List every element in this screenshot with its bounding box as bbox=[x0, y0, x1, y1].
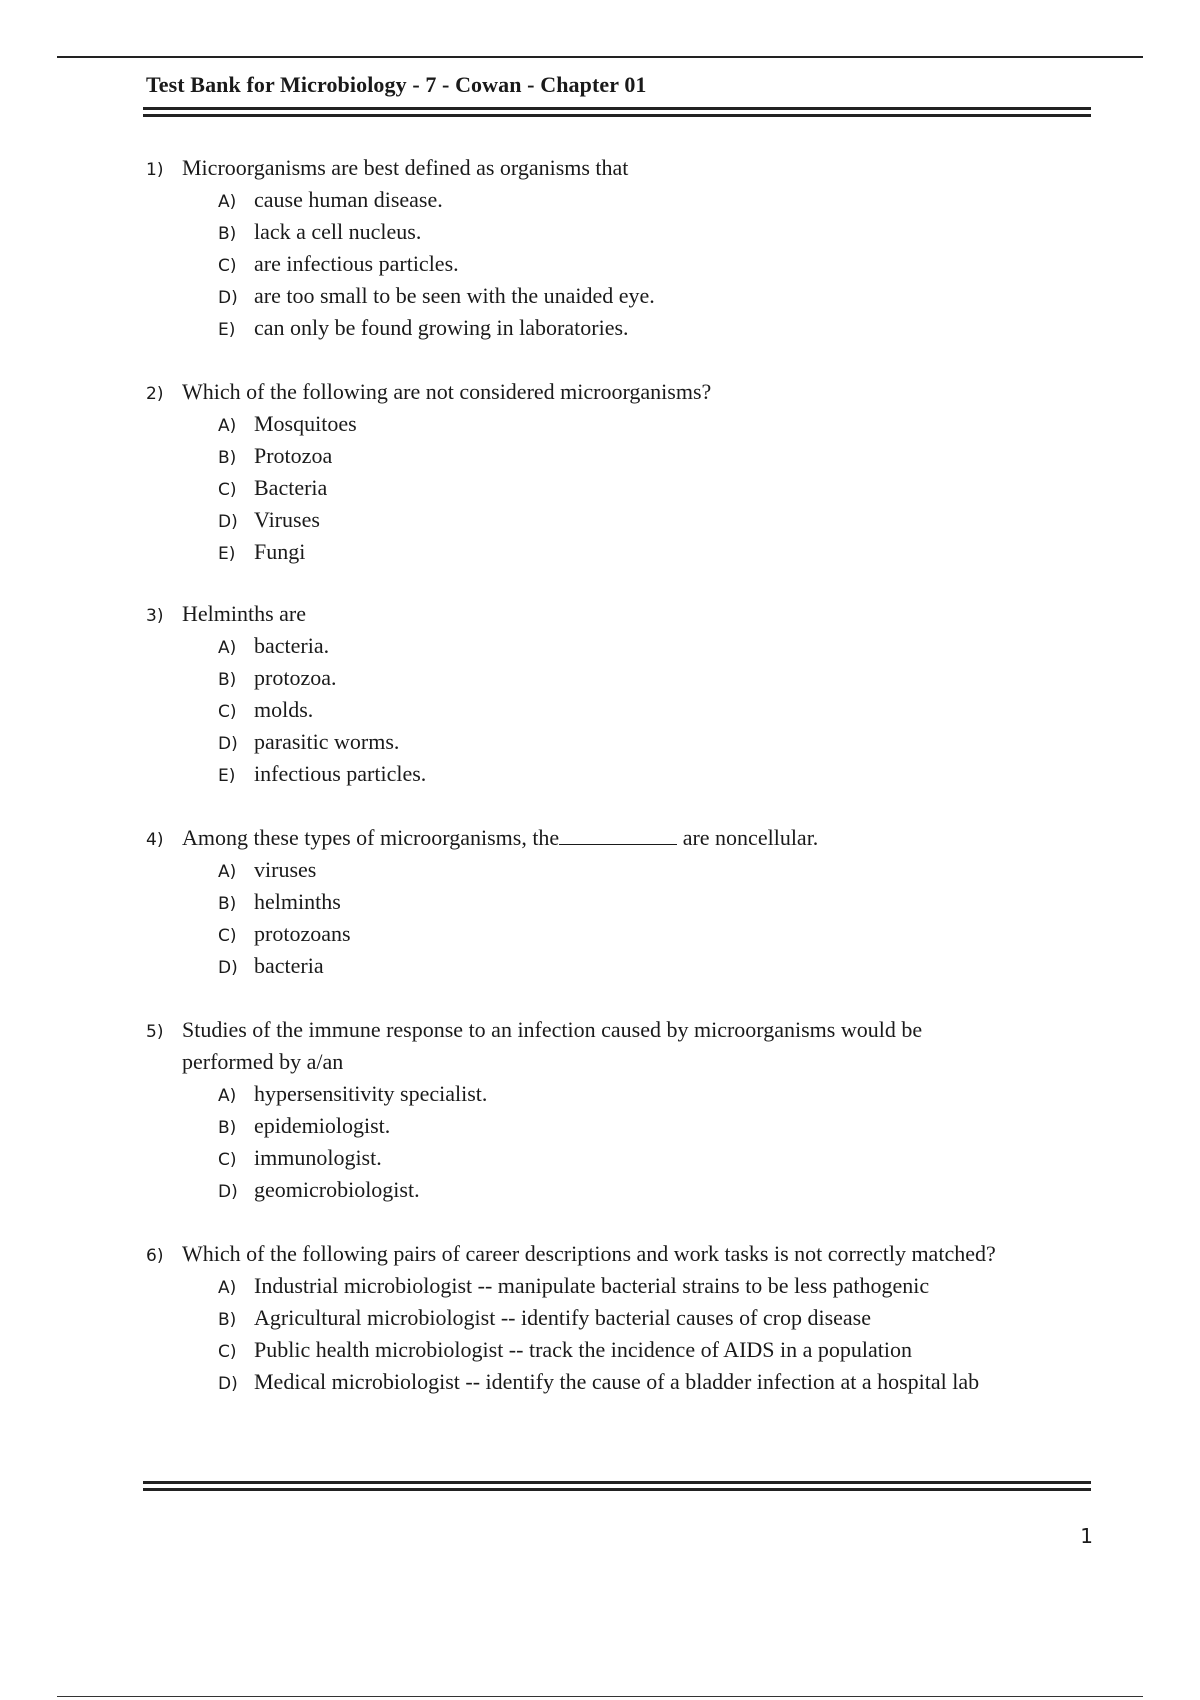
option-letter: C) bbox=[218, 256, 237, 276]
option-text: Fungi bbox=[254, 539, 306, 564]
option-text: hypersensitivity specialist. bbox=[254, 1081, 488, 1106]
option-text: Bacteria bbox=[254, 475, 328, 500]
option-text: lack a cell nucleus. bbox=[254, 219, 422, 244]
option-text: bacteria bbox=[254, 953, 324, 978]
option-letter: E) bbox=[218, 766, 236, 786]
option-letter: B) bbox=[218, 448, 237, 468]
option-e bbox=[218, 758, 1106, 790]
option-text: geomicrobiologist. bbox=[254, 1177, 420, 1202]
question-text: Microorganisms are best defined as organisms that bbox=[182, 155, 629, 180]
question-number: 1) bbox=[146, 160, 164, 180]
option-d bbox=[218, 504, 1106, 536]
option-text: helminths bbox=[254, 889, 341, 914]
question-4 bbox=[146, 822, 1106, 982]
option-letter: A) bbox=[218, 638, 237, 658]
option-e bbox=[218, 312, 1106, 344]
answer-options bbox=[146, 854, 1106, 982]
option-c bbox=[218, 248, 1106, 280]
question-6 bbox=[146, 1238, 1106, 1398]
option-b bbox=[218, 886, 1106, 918]
option-text: bacteria. bbox=[254, 633, 330, 658]
option-a bbox=[218, 1078, 1106, 1110]
option-b bbox=[218, 216, 1106, 248]
option-letter: A) bbox=[218, 1086, 237, 1106]
option-letter: D) bbox=[218, 512, 238, 532]
option-text: Public health microbiologist -- track the incidence of AIDS in a population bbox=[254, 1337, 913, 1362]
question-number: 6) bbox=[146, 1246, 164, 1266]
answer-options bbox=[146, 408, 1106, 568]
answer-options bbox=[146, 184, 1106, 344]
option-text: immunologist. bbox=[254, 1145, 382, 1170]
option-text: Industrial microbiologist -- manipulate bacterial strains to be less pathogenic bbox=[254, 1273, 930, 1298]
option-letter: D) bbox=[218, 1182, 238, 1202]
answer-options bbox=[146, 630, 1106, 790]
header-double-rule bbox=[143, 107, 1091, 117]
question-text-before: Among these types of microorganisms, the bbox=[182, 825, 560, 850]
option-c bbox=[218, 918, 1106, 950]
question-3 bbox=[146, 598, 1106, 790]
fill-in-blank bbox=[559, 824, 677, 845]
question-text: Helminths are bbox=[182, 601, 307, 626]
option-text: Viruses bbox=[254, 507, 320, 532]
answer-options bbox=[146, 1270, 1106, 1398]
page-top-rule bbox=[57, 56, 1143, 58]
option-text: protozoa. bbox=[254, 665, 337, 690]
question-2 bbox=[146, 376, 1106, 568]
option-letter: E) bbox=[218, 544, 236, 564]
question-text bbox=[182, 822, 1106, 854]
option-letter: A) bbox=[218, 416, 237, 436]
option-letter: C) bbox=[218, 702, 237, 722]
question-number: 5) bbox=[146, 1022, 164, 1042]
option-c bbox=[218, 472, 1106, 504]
option-b bbox=[218, 440, 1106, 472]
question-text-after: are noncellular. bbox=[677, 825, 819, 850]
option-text: parasitic worms. bbox=[254, 729, 400, 754]
option-c bbox=[218, 694, 1106, 726]
option-letter: A) bbox=[218, 1278, 237, 1298]
option-d bbox=[218, 280, 1106, 312]
question-number: 3) bbox=[146, 606, 164, 626]
option-d bbox=[218, 726, 1106, 758]
option-text: infectious particles. bbox=[254, 761, 427, 786]
option-c bbox=[218, 1142, 1106, 1174]
footer-double-rule bbox=[143, 1481, 1091, 1491]
option-letter: B) bbox=[218, 670, 237, 690]
question-number: 2) bbox=[146, 384, 164, 404]
option-letter: A) bbox=[218, 862, 237, 882]
option-b bbox=[218, 1302, 1106, 1334]
option-letter: D) bbox=[218, 734, 238, 754]
option-e bbox=[218, 536, 1106, 568]
option-text: are infectious particles. bbox=[254, 251, 459, 276]
option-letter: A) bbox=[218, 192, 237, 212]
option-text: epidemiologist. bbox=[254, 1113, 391, 1138]
option-letter: D) bbox=[218, 288, 238, 308]
option-letter: D) bbox=[218, 1374, 238, 1394]
option-letter: B) bbox=[218, 1118, 237, 1138]
question-text: Studies of the immune response to an infection caused by microorganisms would be bbox=[182, 1017, 923, 1042]
option-text: molds. bbox=[254, 697, 314, 722]
question-1 bbox=[146, 152, 1106, 344]
option-letter: B) bbox=[218, 894, 237, 914]
question-text: Which of the following pairs of career descriptions and work tasks is not correctly matched? bbox=[182, 1241, 996, 1266]
option-letter: E) bbox=[218, 320, 236, 340]
option-d bbox=[218, 1366, 1106, 1398]
document-title: Test Bank for Microbiology - 7 - Cowan - Chapter 01 bbox=[146, 72, 647, 97]
answer-options bbox=[146, 1078, 1106, 1206]
option-text: Protozoa bbox=[254, 443, 333, 468]
page-bottom-rule bbox=[57, 1696, 1143, 1697]
question-text-continued: performed by a/an bbox=[182, 1049, 344, 1074]
option-d bbox=[218, 950, 1106, 982]
option-letter: C) bbox=[218, 480, 237, 500]
option-text: Medical microbiologist -- identify the cause of a bladder infection at a hospital lab bbox=[254, 1369, 980, 1394]
option-letter: C) bbox=[218, 926, 237, 946]
option-d bbox=[218, 1174, 1106, 1206]
page-number: 1 bbox=[1080, 1524, 1093, 1548]
option-text: can only be found growing in laboratories. bbox=[254, 315, 629, 340]
question-text: Which of the following are not considered microorganisms? bbox=[182, 379, 712, 404]
option-c bbox=[218, 1334, 1106, 1366]
option-letter: C) bbox=[218, 1342, 237, 1362]
question-number: 4) bbox=[146, 830, 164, 850]
option-letter: D) bbox=[218, 958, 238, 978]
option-b bbox=[218, 1110, 1106, 1142]
option-a bbox=[218, 184, 1106, 216]
option-letter: B) bbox=[218, 224, 237, 244]
option-text: Agricultural microbiologist -- identify bacterial causes of crop disease bbox=[254, 1305, 872, 1330]
option-a bbox=[218, 408, 1106, 440]
option-a bbox=[218, 1270, 1106, 1302]
option-text: viruses bbox=[254, 857, 317, 882]
question-5 bbox=[146, 1014, 1106, 1206]
option-a bbox=[218, 854, 1106, 886]
option-text: are too small to be seen with the unaided eye. bbox=[254, 283, 655, 308]
option-letter: C) bbox=[218, 1150, 237, 1170]
option-letter: B) bbox=[218, 1310, 237, 1330]
option-text: Mosquitoes bbox=[254, 411, 357, 436]
option-a bbox=[218, 630, 1106, 662]
option-text: cause human disease. bbox=[254, 187, 443, 212]
option-text: protozoans bbox=[254, 921, 351, 946]
option-b bbox=[218, 662, 1106, 694]
